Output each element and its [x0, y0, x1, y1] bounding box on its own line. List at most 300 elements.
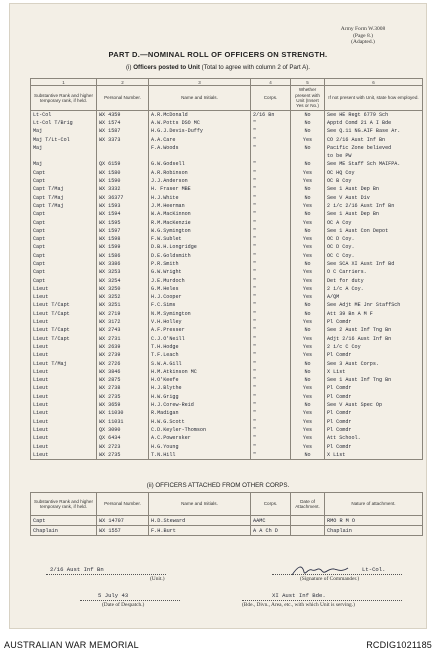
- officer-corps-cell: ": [251, 385, 291, 393]
- date-line: [80, 600, 180, 601]
- officers-table: [30, 78, 423, 460]
- officer-rank-cell: Capt: [31, 269, 97, 277]
- officer-row: [31, 202, 423, 210]
- officer-corps-cell: 2/16 Bn: [251, 111, 291, 120]
- date-label: (Date of Despatch.): [102, 602, 145, 608]
- officer-corps-cell: ": [251, 119, 291, 127]
- officer-name-cell: T.N.Hill: [149, 451, 251, 460]
- officer-row: [31, 451, 423, 460]
- officer-rank-cell: Capt: [31, 219, 97, 227]
- officer-row: [31, 211, 423, 219]
- officer-row: [31, 144, 423, 152]
- caption-record-id: RCDIG1021185: [366, 640, 432, 650]
- officer-status-cell: See 1 Aust Inf Tng Bn: [325, 377, 423, 385]
- officer-corps-cell: ": [251, 294, 291, 302]
- att-header-corps: Corps.: [251, 493, 291, 516]
- officer-row: [31, 186, 423, 194]
- officer-rank-cell: Lieut: [31, 385, 97, 393]
- officer-status-cell: Apptd Comd 21 A I Bde: [325, 119, 423, 127]
- officer-corps-cell: ": [251, 194, 291, 202]
- att-header-number: Personal Number.: [97, 493, 149, 516]
- officer-number-cell: [97, 144, 149, 152]
- header-corps: Corps.: [251, 86, 291, 111]
- attached-corps-cell: AAMC: [251, 516, 291, 526]
- attached-row: [31, 526, 423, 536]
- officer-name-cell: H.W.Grigg: [149, 393, 251, 401]
- officer-rank-cell: Lieut T/Capt: [31, 310, 97, 318]
- officer-rank-cell: Lieut: [31, 377, 97, 385]
- officer-corps-cell: ": [251, 410, 291, 418]
- officer-rank-cell: Capt T/Maj: [31, 202, 97, 210]
- officer-number-cell: WX 11031: [97, 418, 149, 426]
- officer-name-cell: D.B.H.Longridge: [149, 244, 251, 252]
- officer-rank-cell: Lt-Col: [31, 111, 97, 120]
- header-name: Name and Initials.: [149, 86, 251, 111]
- officer-corps-cell: ": [251, 377, 291, 385]
- officer-row: [31, 128, 423, 136]
- col-num: 3: [149, 79, 251, 86]
- officer-status-cell: OC D Coy.: [325, 235, 423, 243]
- officer-row: [31, 352, 423, 360]
- officer-row: [31, 318, 423, 326]
- officer-rank-cell: Lieut: [31, 426, 97, 434]
- officer-rank-cell: Capt: [31, 235, 97, 243]
- officer-row: [31, 401, 423, 409]
- attached-corps-cell: A A Ch D: [251, 526, 291, 536]
- officer-corps-cell: ": [251, 227, 291, 235]
- officer-number-cell: WX 2726: [97, 360, 149, 368]
- officer-name-cell: H.O'Keefe: [149, 377, 251, 385]
- officer-row: [31, 385, 423, 393]
- officer-corps-cell: ": [251, 277, 291, 285]
- officer-number-cell: WX 3252: [97, 294, 149, 302]
- unit-typed: 2/16 Aust Inf Bn: [50, 566, 104, 573]
- attached-row: [31, 516, 423, 526]
- col-num: 1: [31, 79, 97, 86]
- officer-name-cell: R.Madigan: [149, 410, 251, 418]
- officer-present-cell: [291, 152, 325, 160]
- commander-line: [272, 574, 402, 575]
- officer-present-cell: Yes: [291, 177, 325, 185]
- officer-rank-cell: Capt: [31, 252, 97, 260]
- officer-rank-cell: Lieut: [31, 410, 97, 418]
- officer-row: [31, 310, 423, 318]
- officer-name-cell: A.F.Presser: [149, 327, 251, 335]
- caption-source: AUSTRALIAN WAR MEMORIAL: [4, 640, 139, 650]
- officer-corps-cell: ": [251, 318, 291, 326]
- officer-present-cell: Yes: [291, 443, 325, 451]
- officer-rank-cell: Maj: [31, 128, 97, 136]
- officer-present-cell: No: [291, 260, 325, 268]
- officer-name-cell: F.C.Sims: [149, 302, 251, 310]
- officer-row: [31, 327, 423, 335]
- officer-present-cell: Yes: [291, 410, 325, 418]
- officer-present-cell: No: [291, 186, 325, 194]
- officer-corps-cell: ": [251, 443, 291, 451]
- commander-typed: Lt-Col.: [362, 566, 386, 573]
- officer-rank-cell: Capt: [31, 244, 97, 252]
- officer-status-cell: See V Aust Spec Op: [325, 401, 423, 409]
- officer-corps-cell: ": [251, 310, 291, 318]
- officer-number-cell: [97, 152, 149, 160]
- officer-status-cell: OC B Coy: [325, 177, 423, 185]
- officer-number-cell: WX 1590: [97, 177, 149, 185]
- officer-rank-cell: Lieut: [31, 443, 97, 451]
- officer-number-cell: WX 3373: [97, 136, 149, 144]
- officer-corps-cell: ": [251, 136, 291, 144]
- officer-row: [31, 360, 423, 368]
- officer-name-cell: W.G.Symington: [149, 227, 251, 235]
- officer-present-cell: Yes: [291, 235, 325, 243]
- officer-corps-cell: ": [251, 269, 291, 277]
- officer-status-cell: See HE Regt 6779 Sch: [325, 111, 423, 120]
- attached-rank-cell: Chaplain: [31, 526, 97, 536]
- officer-number-cell: QX 6434: [97, 435, 149, 443]
- officer-row: [31, 177, 423, 185]
- officer-status-cell: Pl Comdr: [325, 418, 423, 426]
- officer-name-cell: H.W.G.Scott: [149, 418, 251, 426]
- officer-present-cell: No: [291, 144, 325, 152]
- officer-name-cell: F.A.Woods: [149, 144, 251, 152]
- officer-status-cell: 2 i/c C Coy: [325, 343, 423, 351]
- officer-row: [31, 235, 423, 243]
- officer-row: [31, 152, 423, 160]
- officer-rank-cell: Capt: [31, 227, 97, 235]
- attached-date-cell: [291, 526, 325, 536]
- officer-status-cell: OC A Coy: [325, 219, 423, 227]
- officer-status-cell: See V Aust Div: [325, 194, 423, 202]
- officer-present-cell: No: [291, 211, 325, 219]
- officer-rank-cell: Maj: [31, 144, 97, 152]
- officer-rank-cell: Capt: [31, 211, 97, 219]
- officer-rank-cell: Lieut: [31, 435, 97, 443]
- officer-row: [31, 393, 423, 401]
- officer-number-cell: WX 3332: [97, 186, 149, 194]
- officer-number-cell: WX 1586: [97, 252, 149, 260]
- officer-status-cell: Pl Comdr: [325, 410, 423, 418]
- officer-corps-cell: ": [251, 177, 291, 185]
- officer-name-cell: A.C.Powersker: [149, 435, 251, 443]
- officer-name-cell: H.G.Young: [149, 443, 251, 451]
- officer-status-cell: Adjt 2/16 Aust Inf Bn: [325, 335, 423, 343]
- officer-name-cell: A.A.Care: [149, 136, 251, 144]
- officer-name-cell: H.J.Blythe: [149, 385, 251, 393]
- officer-present-cell: Yes: [291, 318, 325, 326]
- officer-status-cell: to be PW: [325, 152, 423, 160]
- officer-rank-cell: Capt: [31, 169, 97, 177]
- officer-number-cell: WX 2735: [97, 451, 149, 460]
- section-i-rest: (Total to agree with column 2 of Part A).: [201, 64, 310, 71]
- officer-corps-cell: ": [251, 368, 291, 376]
- officer-name-cell: F.W.Sublet: [149, 235, 251, 243]
- officer-name-cell: T.H.Hodge: [149, 343, 251, 351]
- officer-status-cell: See 1 Aust Con Depot: [325, 227, 423, 235]
- officer-present-cell: Yes: [291, 244, 325, 252]
- officer-present-cell: No: [291, 310, 325, 318]
- officer-rank-cell: Capt T/Maj: [31, 194, 97, 202]
- attached-number-cell: WX 14707: [97, 516, 149, 526]
- officer-name-cell: A.R.McDonald: [149, 111, 251, 120]
- officer-present-cell: Yes: [291, 393, 325, 401]
- officer-number-cell: WX 1593: [97, 202, 149, 210]
- section-i-bold: Officers posted to Unit: [133, 64, 200, 71]
- officer-name-cell: S.W.A.Gill: [149, 360, 251, 368]
- header-personal-number: Personal Number.: [97, 86, 149, 111]
- form-number: Army Form W.3008: [340, 26, 386, 32]
- formation-label: (Bde., Divn., Area, etc., with which Unit is serving.): [242, 602, 355, 608]
- officer-row: [31, 443, 423, 451]
- officer-rank-cell: Lieut: [31, 368, 97, 376]
- officer-status-cell: CO 2/16 Aust Inf Bn: [325, 136, 423, 144]
- officer-status-cell: Pl Comdr: [325, 426, 423, 434]
- officer-rank-cell: Lieut: [31, 401, 97, 409]
- officer-present-cell: Yes: [291, 418, 325, 426]
- officer-row: [31, 335, 423, 343]
- officer-number-cell: WX 3659: [97, 401, 149, 409]
- officer-rank-cell: Capt: [31, 260, 97, 268]
- officer-row: [31, 194, 423, 202]
- officer-name-cell: H.G.J.Devis-Duffy: [149, 128, 251, 136]
- officer-rank-cell: Lieut: [31, 352, 97, 360]
- officer-rank-cell: Maj T/Lt-Col: [31, 136, 97, 144]
- officer-status-cell: OC C Coy.: [325, 252, 423, 260]
- officer-number-cell: WX 3253: [97, 269, 149, 277]
- officer-corps-cell: ": [251, 260, 291, 268]
- officer-corps-cell: ": [251, 252, 291, 260]
- attached-number-cell: WX 1557: [97, 526, 149, 536]
- attached-header-row: [31, 493, 423, 516]
- officer-present-cell: No: [291, 227, 325, 235]
- officer-present-cell: No: [291, 360, 325, 368]
- attached-body: [31, 516, 423, 536]
- officer-corps-cell: ": [251, 169, 291, 177]
- officer-number-cell: WX 1594: [97, 211, 149, 219]
- officer-present-cell: No: [291, 161, 325, 169]
- officer-row: [31, 302, 423, 310]
- col-num: 5: [291, 79, 325, 86]
- officer-rank-cell: Lieut: [31, 285, 97, 293]
- officer-name-cell: A.R.Robinson: [149, 169, 251, 177]
- officer-present-cell: No: [291, 194, 325, 202]
- officer-corps-cell: ": [251, 244, 291, 252]
- col-num: 2: [97, 79, 149, 86]
- attached-name-cell: H.D.Steward: [149, 516, 251, 526]
- officer-rank-cell: Lieut: [31, 418, 97, 426]
- officer-corps-cell: ": [251, 144, 291, 152]
- att-header-rank: Substantive Rank and higher temporary rank, if held.: [31, 493, 97, 516]
- officer-rank-cell: Lieut: [31, 393, 97, 401]
- officer-rank-cell: Lieut: [31, 294, 97, 302]
- officer-present-cell: No: [291, 111, 325, 120]
- officer-corps-cell: ": [251, 435, 291, 443]
- officer-name-cell: H.J.White: [149, 194, 251, 202]
- officer-present-cell: Yes: [291, 343, 325, 351]
- officer-number-cell: WX 1597: [97, 227, 149, 235]
- officer-present-cell: Yes: [291, 136, 325, 144]
- officer-present-cell: No: [291, 327, 325, 335]
- officer-corps-cell: ": [251, 418, 291, 426]
- officer-corps-cell: ": [251, 128, 291, 136]
- officer-number-cell: WX 3172: [97, 318, 149, 326]
- officer-corps-cell: ": [251, 186, 291, 194]
- officer-rank-cell: Lieut T/Maj: [31, 360, 97, 368]
- officer-status-cell: See 2 Aust Inf Tng Bn: [325, 327, 423, 335]
- officer-present-cell: Yes: [291, 426, 325, 434]
- officer-corps-cell: ": [251, 426, 291, 434]
- officer-number-cell: WX 2739: [97, 352, 149, 360]
- officer-status-cell: See Adjt ME Jnr StaffSch: [325, 302, 423, 310]
- officer-corps-cell: ": [251, 302, 291, 310]
- officer-name-cell: V.H.Holley: [149, 318, 251, 326]
- officer-number-cell: WX 2875: [97, 377, 149, 385]
- officer-corps-cell: ": [251, 327, 291, 335]
- attached-rank-cell: Capt: [31, 516, 97, 526]
- officer-present-cell: No: [291, 451, 325, 460]
- attached-name-cell: F.H.Burt: [149, 526, 251, 536]
- officer-status-cell: See Q.11 NG.AIF Base Ar.: [325, 128, 423, 136]
- officer-corps-cell: ": [251, 393, 291, 401]
- officer-number-cell: WX 1580: [97, 169, 149, 177]
- officer-row: [31, 426, 423, 434]
- officer-corps-cell: ": [251, 285, 291, 293]
- unit-line: [46, 574, 166, 575]
- officer-row: [31, 368, 423, 376]
- officers-body: [31, 111, 423, 460]
- officer-number-cell: WX 2743: [97, 327, 149, 335]
- officer-rank-cell: Lieut T/Capt: [31, 302, 97, 310]
- officer-number-cell: WX 1574: [97, 119, 149, 127]
- officer-row: [31, 377, 423, 385]
- officer-number-cell: WX 3250: [97, 285, 149, 293]
- officer-present-cell: Yes: [291, 435, 325, 443]
- officer-row: [31, 418, 423, 426]
- officer-number-cell: QX 6159: [97, 161, 149, 169]
- header-present: Whether present with Unit (Insert Yes or No.): [291, 86, 325, 111]
- officer-present-cell: No: [291, 119, 325, 127]
- officer-number-cell: WX 3846: [97, 368, 149, 376]
- officer-rank-cell: Lieut: [31, 343, 97, 351]
- officer-status-cell: X List: [325, 451, 423, 460]
- officer-present-cell: Yes: [291, 169, 325, 177]
- officer-rank-cell: Maj: [31, 161, 97, 169]
- officer-row: [31, 294, 423, 302]
- officer-status-cell: See 1 Aust Dep Bn: [325, 186, 423, 194]
- officer-present-cell: No: [291, 377, 325, 385]
- officer-name-cell: C.J.O'Neill: [149, 335, 251, 343]
- officer-status-cell: OC HQ Coy: [325, 169, 423, 177]
- officer-number-cell: QX 3090: [97, 426, 149, 434]
- officer-present-cell: Yes: [291, 202, 325, 210]
- part-title: PART D.—NOMINAL ROLL OF OFFICERS ON STRENGTH.: [108, 50, 328, 59]
- officer-present-cell: Yes: [291, 335, 325, 343]
- officer-corps-cell: ": [251, 360, 291, 368]
- officer-number-cell: WX 2639: [97, 343, 149, 351]
- officer-number-cell: WX 3386: [97, 260, 149, 268]
- officer-name-cell: H.J.Cooper: [149, 294, 251, 302]
- officer-name-cell: H.M.Atkinson MC: [149, 368, 251, 376]
- officer-present-cell: Yes: [291, 269, 325, 277]
- officer-row: [31, 260, 423, 268]
- officer-rank-cell: Lieut T/Capt: [31, 335, 97, 343]
- officer-name-cell: C.D.Keyler-Thomson: [149, 426, 251, 434]
- officer-status-cell: See SCA XI Aust Inf Bd: [325, 260, 423, 268]
- officer-number-cell: WX 2731: [97, 335, 149, 343]
- officer-row: [31, 111, 423, 120]
- officer-present-cell: No: [291, 128, 325, 136]
- officer-name-cell: T.F.Leach: [149, 352, 251, 360]
- officer-status-cell: OC D Coy.: [325, 244, 423, 252]
- officer-corps-cell: ": [251, 161, 291, 169]
- officer-present-cell: Yes: [291, 352, 325, 360]
- officer-rank-cell: Lieut T/Capt: [31, 327, 97, 335]
- officer-present-cell: Yes: [291, 294, 325, 302]
- officer-status-cell: See 3 Aust Corps.: [325, 360, 423, 368]
- officer-status-cell: Att School.: [325, 435, 423, 443]
- col-num: 4: [251, 79, 291, 86]
- officer-name-cell: J.M.Heerman: [149, 202, 251, 210]
- att-header-nature: Nature of attachment.: [325, 493, 423, 516]
- officer-present-cell: Yes: [291, 277, 325, 285]
- officer-number-cell: WX 36377: [97, 194, 149, 202]
- officer-corps-cell: ": [251, 343, 291, 351]
- officer-name-cell: G.W.Godsell: [149, 161, 251, 169]
- officer-number-cell: WX 2723: [97, 443, 149, 451]
- officer-name-cell: R.M.MacKenzie: [149, 219, 251, 227]
- officer-status-cell: A/QM: [325, 294, 423, 302]
- officer-row: [31, 277, 423, 285]
- officer-number-cell: WX 1595: [97, 219, 149, 227]
- officer-number-cell: WX 1599: [97, 244, 149, 252]
- officer-corps-cell: ": [251, 219, 291, 227]
- header-row: [31, 86, 423, 111]
- officer-name-cell: N.M.Symington: [149, 310, 251, 318]
- officer-rank-cell: Capt: [31, 177, 97, 185]
- officer-status-cell: Pl Comdr: [325, 385, 423, 393]
- officer-number-cell: WX 4359: [97, 111, 149, 120]
- officer-present-cell: Yes: [291, 285, 325, 293]
- officer-rank-cell: Capt: [31, 277, 97, 285]
- att-header-date: Date of Attachment.: [291, 493, 325, 516]
- officer-name-cell: [149, 152, 251, 160]
- officer-row: [31, 435, 423, 443]
- officer-present-cell: No: [291, 401, 325, 409]
- officer-number-cell: WX 3254: [97, 277, 149, 285]
- attached-table: [30, 492, 423, 536]
- officer-rank-cell: Capt T/Maj: [31, 186, 97, 194]
- officer-corps-cell: ": [251, 352, 291, 360]
- officer-rank-cell: Lt-Col T/Brig: [31, 119, 97, 127]
- date-typed: 5 July 43: [98, 592, 129, 599]
- attached-nature-cell: RMO R M O: [325, 516, 423, 526]
- section-i-prefix: (i): [125, 64, 132, 71]
- officer-row: [31, 269, 423, 277]
- formation-line: [242, 600, 402, 601]
- officer-row: [31, 119, 423, 127]
- officer-number-cell: WX 11030: [97, 410, 149, 418]
- section-i-title: [10, 64, 426, 71]
- column-number-row: [31, 79, 423, 86]
- officer-name-cell: H.J.Corew-Reid: [149, 401, 251, 409]
- officer-rank-cell: [31, 152, 97, 160]
- att-header-name: Name and Initials.: [149, 493, 251, 516]
- officer-row: [31, 227, 423, 235]
- officer-corps-cell: [251, 152, 291, 160]
- officer-row: [31, 343, 423, 351]
- col-num: 6: [325, 79, 423, 86]
- archive-caption: [0, 630, 436, 654]
- form-number-block: [318, 26, 408, 46]
- officer-number-cell: WX 2738: [97, 385, 149, 393]
